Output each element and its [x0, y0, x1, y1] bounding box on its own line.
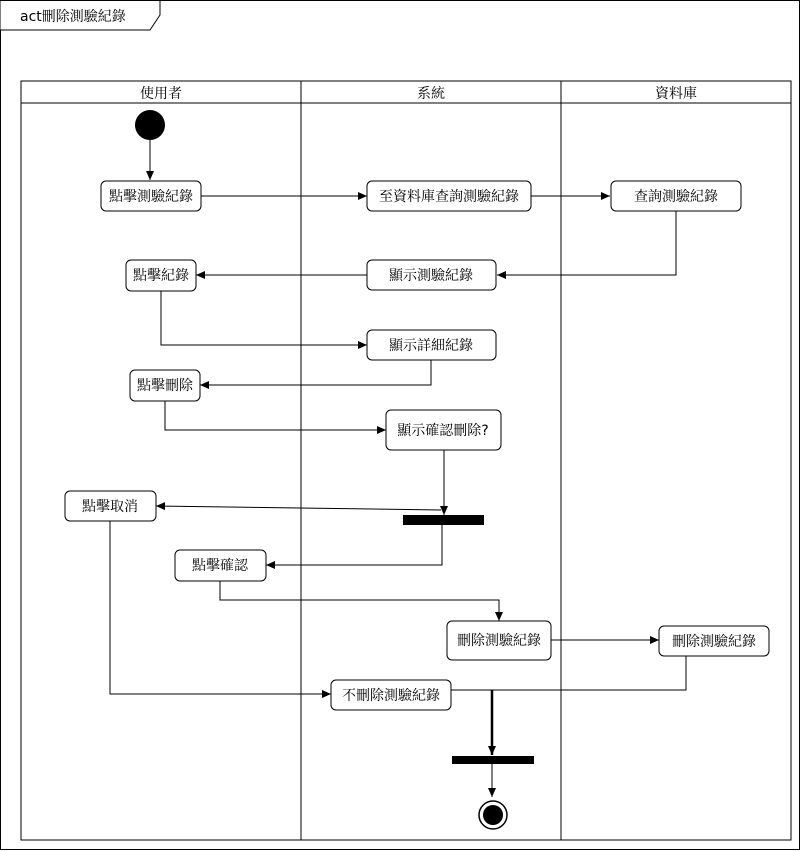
action-click-record-list[interactable] [101, 181, 201, 211]
action-label: 點擊取消 [82, 499, 138, 515]
lane-header-database: 資料庫 [655, 86, 697, 102]
action-db-query[interactable] [611, 181, 741, 211]
edge-click-delete-to-confirm [165, 401, 386, 430]
action-not-delete[interactable] [331, 680, 451, 710]
edge-db-delete-to-join [491, 656, 686, 690]
action-label: 點擊刪除 [137, 378, 193, 394]
action-label: 顯示確認刪除? [397, 423, 489, 439]
action-click-cancel[interactable] [65, 491, 156, 521]
action-click-confirm[interactable] [175, 550, 266, 581]
action-show-detail[interactable] [367, 330, 496, 360]
join-bar-final [452, 756, 534, 764]
final-node [479, 801, 507, 829]
lane-header-user: 使用者 [140, 86, 182, 102]
action-label: 查詢測驗紀錄 [634, 189, 718, 205]
action-click-record[interactable] [126, 260, 196, 291]
action-label: 刪除測驗紀錄 [672, 634, 756, 650]
action-label: 不刪除測驗紀錄 [342, 688, 440, 704]
action-label: 顯示測驗紀錄 [389, 268, 473, 284]
edge-click-record-to-detail [161, 291, 367, 345]
action-click-delete[interactable] [130, 370, 200, 401]
edge-fork-to-confirm [266, 525, 442, 565]
action-label: 至資料庫查詢測驗紀錄 [379, 189, 519, 205]
action-show-records[interactable] [367, 260, 496, 290]
action-label: 顯示詳細紀錄 [389, 338, 473, 354]
diagram-title: act刪除測驗紀錄 [20, 9, 126, 25]
fork-bar-decision [403, 515, 484, 525]
action-query-db[interactable] [367, 181, 531, 211]
action-label: 刪除測驗紀錄 [457, 633, 541, 649]
action-db-delete[interactable] [659, 626, 769, 656]
lane-header-system: 系統 [417, 86, 445, 102]
edge-cancel-to-not-delete [110, 521, 331, 694]
action-label: 點擊測驗紀錄 [109, 189, 193, 205]
action-confirm-delete[interactable] [386, 410, 501, 450]
edge-db-to-show-records [497, 211, 676, 275]
action-label: 點擊確認 [192, 558, 248, 574]
initial-node [135, 110, 165, 140]
title-tab [1, 1, 161, 31]
edge-fork-to-cancel [156, 506, 441, 510]
action-label: 點擊紀錄 [133, 268, 189, 284]
edge-confirm-to-delete [220, 581, 499, 621]
edge-detail-to-click-delete [200, 360, 431, 385]
action-delete-record[interactable] [447, 621, 551, 660]
